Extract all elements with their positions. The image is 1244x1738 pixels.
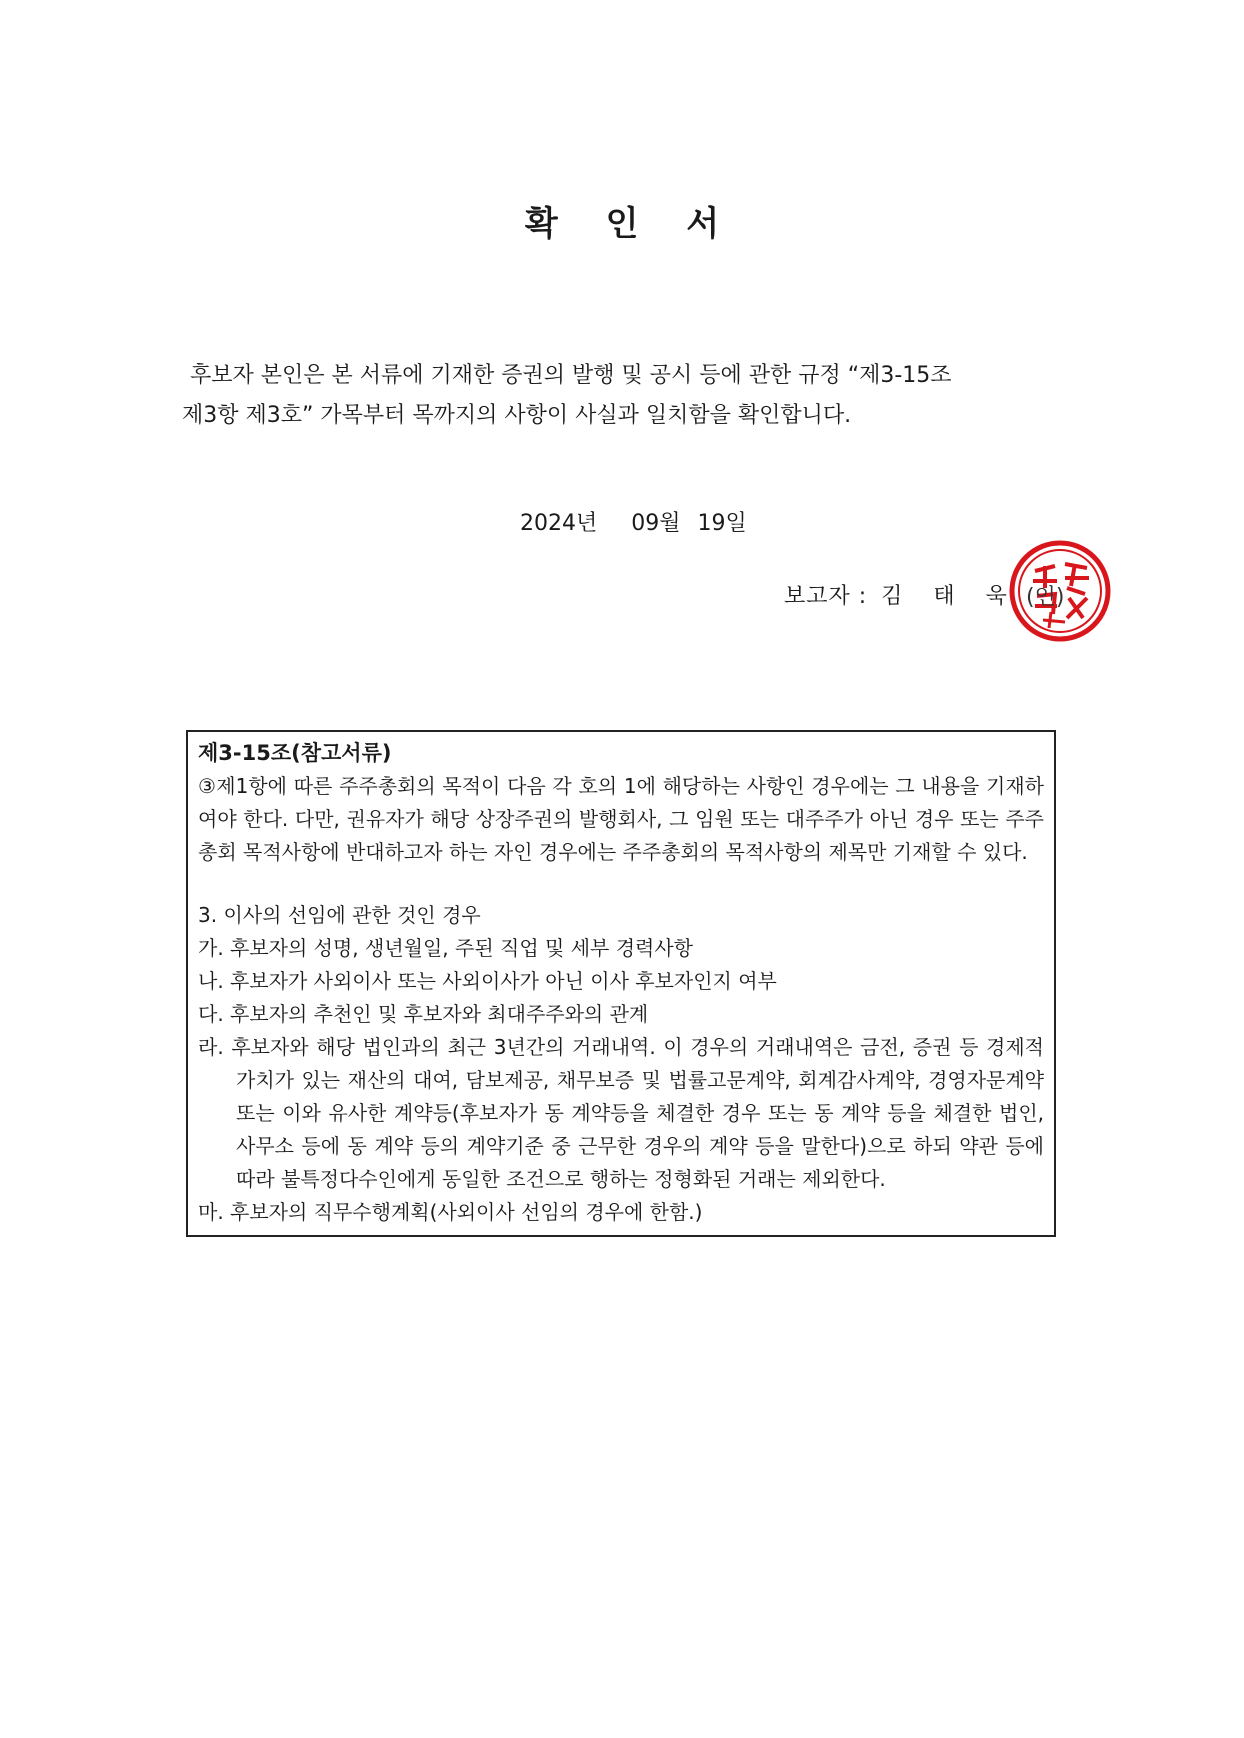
reference-heading: 제3-15조(참고서류) [198,741,392,765]
reference-paragraph: ③제1항에 따른 주주총회의 목적이 다음 각 호의 1에 해당하는 사항인 경우에는 그 내용을 기재하여야 한다. 다만, 권유자가 해당 상장주권의 발행회사, 그 임원 또는 대주주가 아닌 경우 또는 주주총회 목적사항에 반대하고자 하는 자인 경우에는 주주총회의 목적사항의 제목만 기재할 수 있다. [198,774,1044,864]
spacer [198,869,1044,899]
list-item-ga: 가. 후보자의 성명, 생년월일, 주된 직업 및 세부 경력사항 [198,936,693,960]
seal-mark-text: (인) [1026,585,1065,610]
list-item-ra: 라. 후보자와 해당 법인과의 최근 3년간의 거래내역. 이 경우의 거래내역은 금전, 증권 등 경제적 가치가 있는 재산의 대여, 담보제공, 채무보증 및 법률고문계약, 회계감사계약, 경영자문계약 또는 이와 유사한 계약등(후보자가 동 계약등을 체결한 경우 또는 동 계약 등을 체결한 법인,사무소 등에 동 계약 등의 계약기준 중 근무한 경우의 계약 등을 말한다)으로 하되 약관 등에 따라 불특정다수인에게 동일한 조건으로 행하는 정형화된 거래는 제외한다. [198,1035,1044,1191]
reporter-label: 보고자 : [784,584,868,609]
statement-line-2: 제3항 제3호” 가목부터 목까지의 사항이 사실과 일치함을 확인합니다. [182,403,852,428]
list-item-intro: 3. 이사의 선임에 관한 것인 경우 [198,903,481,927]
confirmation-statement [182,356,1074,436]
list-item-da: 다. 후보자의 추천인 및 후보자와 최대주주와의 관계 [198,1002,649,1026]
reporter-name: 김 태 욱 [881,584,1019,609]
reference-regulation-box [186,730,1056,1237]
document-date: 2024년 09월 19일 [520,511,747,536]
statement-line-1: 후보자 본인은 본 서류에 기재한 증권의 발행 및 공시 등에 관한 규정 “제3-15조 [190,363,952,388]
list-item-ma: 마. 후보자의 직무수행계획(사외이사 선임의 경우에 한함.) [198,1200,703,1224]
reporter-line [784,579,1019,610]
document-title: 확 인 서 [524,204,738,244]
list-item-na: 나. 후보자가 사외이사 또는 사외이사가 아닌 이사 후보자인지 여부 [198,969,777,993]
